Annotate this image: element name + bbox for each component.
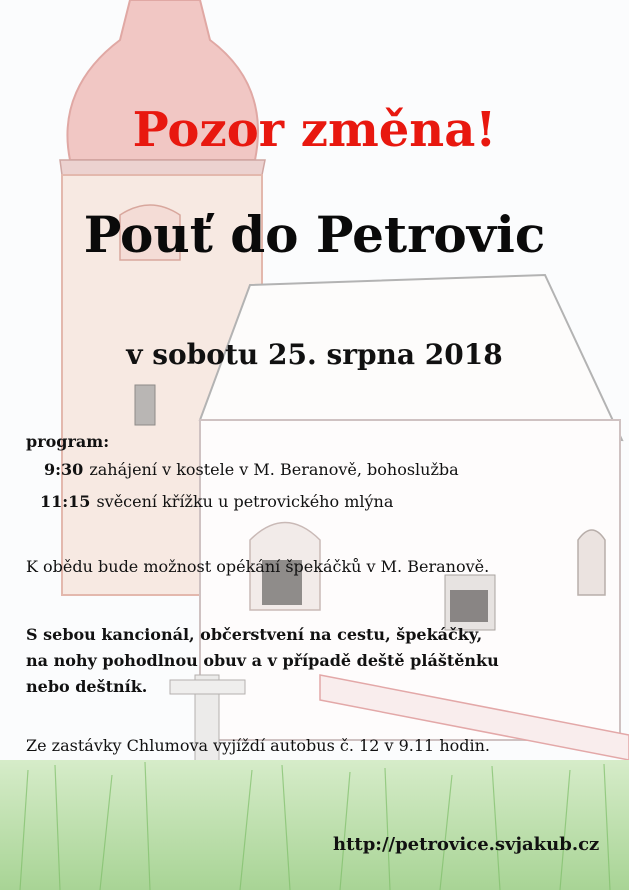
- event-date: v sobotu 25. srpna 2018: [126, 338, 503, 371]
- program-label: program:: [26, 432, 110, 451]
- bring-note-line: S sebou kancionál, občerstvení na cestu, špekáčky,: [26, 625, 483, 644]
- bus-note: Ze zastávky Chlumova vyjíždí autobus č. 12 v 9.11 hodin.: [26, 736, 490, 755]
- event-title: Pouť do Petrovic: [83, 205, 546, 264]
- bring-note-line: na nohy pohodlnou obuv a v případě deště pláštěnku: [26, 651, 499, 670]
- change-notice: Pozor změna!: [132, 102, 497, 158]
- program-item: [40, 492, 393, 511]
- program-item-time: 11:15: [40, 492, 91, 511]
- bring-note: [26, 622, 566, 700]
- program-item-text: zahájení v kostele v M. Beranově, bohoslužba: [89, 460, 459, 479]
- program-item-text: svěcení křížku u petrovického mlýna: [96, 492, 394, 511]
- program-item: [44, 460, 459, 479]
- bring-note-line: nebo deštník.: [26, 677, 148, 696]
- program-item-time: 9:30: [44, 460, 84, 479]
- lunch-note: K obědu bude možnost opékání špekáčků v M. Beranově.: [26, 557, 490, 576]
- website-link[interactable]: http://petrovice.svjakub.cz: [333, 834, 600, 855]
